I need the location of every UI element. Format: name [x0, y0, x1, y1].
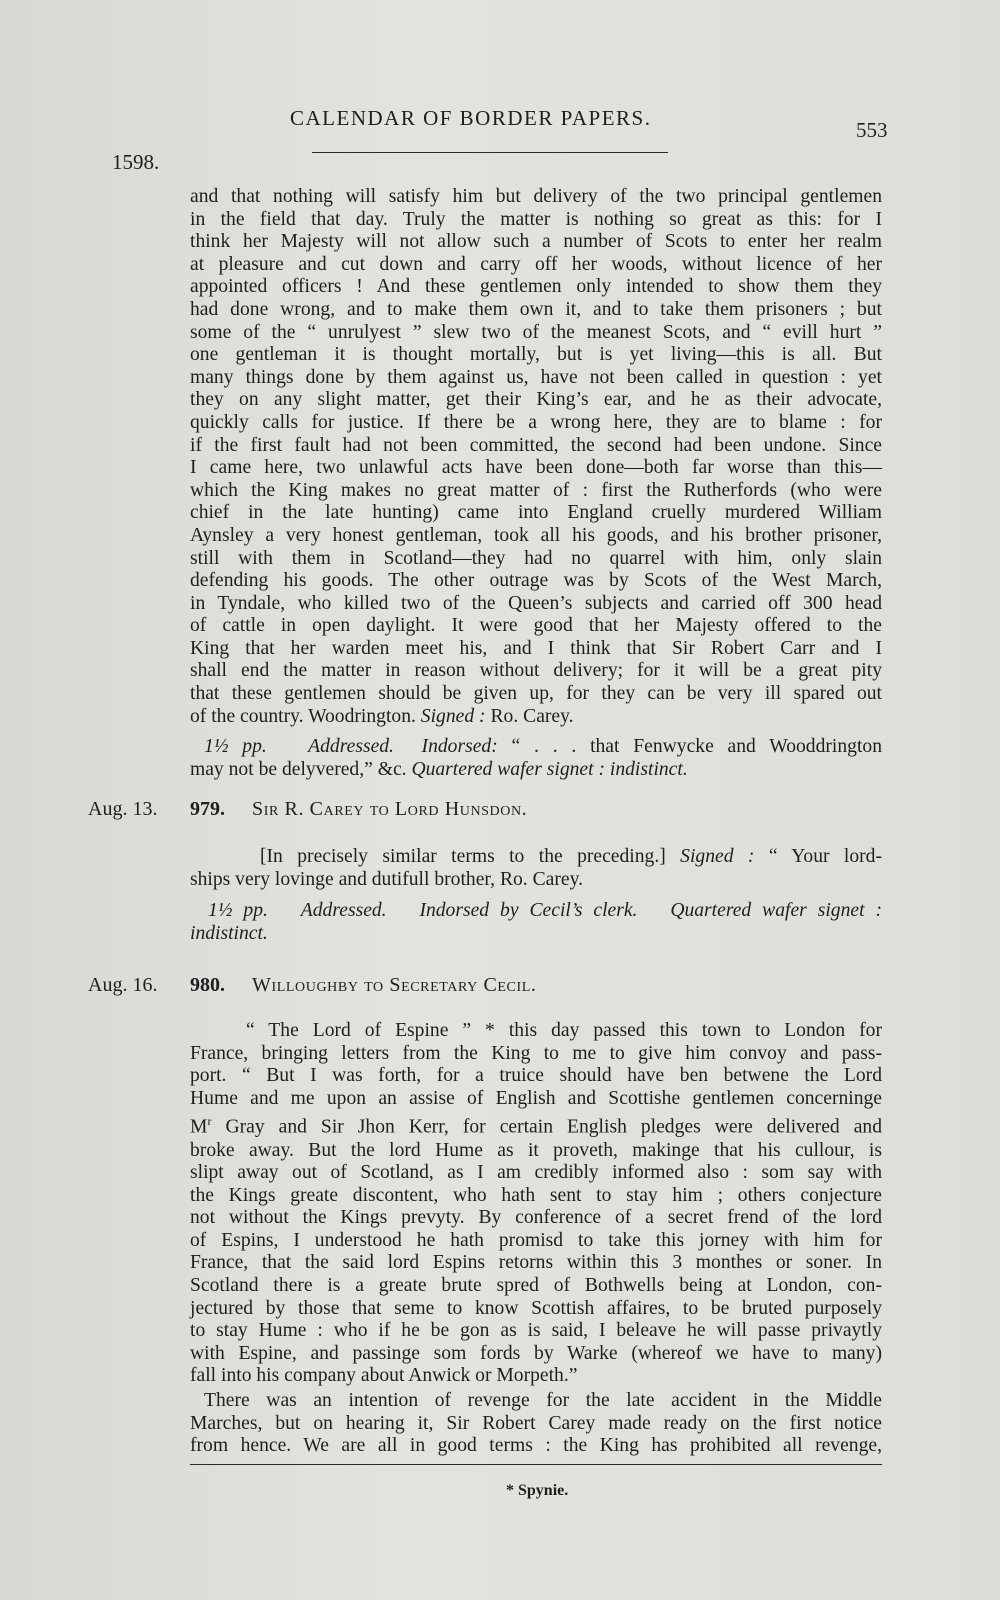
note-line: indistinct. — [190, 922, 268, 944]
text-line: from hence. We are all in good terms : the King has prohibited all revenge, — [190, 1435, 882, 1457]
text-line: had done wrong, and to make them own it, and to take them prisoners ; but — [190, 298, 882, 320]
continuation-paragraph — [190, 186, 882, 728]
text-line: There was an intention of revenge for the late accident in the Middle — [204, 1390, 882, 1411]
text-fragment: M — [190, 1116, 208, 1138]
note-line — [190, 759, 882, 782]
text-line: fall into his company about Anwick or Morpeth.” — [190, 1365, 578, 1387]
text-line: and that nothing will satisfy him but delivery of the two principal gentlemen — [190, 186, 882, 207]
text-line: shall end the matter in reason without delivery; for it will be a great pity — [190, 660, 882, 682]
text-line: Marches, but on hearing it, Sir Robert Carey made ready on the first notice — [190, 1412, 882, 1434]
signed-label: Signed : — [420, 705, 486, 727]
text-line — [190, 1110, 882, 1139]
indorsement-quote: “ . . . that Fenwycke and Wooddrington — [497, 736, 882, 757]
text-line: King that her warden meet his, and I think that Sir Robert Carr and I — [190, 637, 882, 659]
signed-label: Signed : — [680, 846, 755, 867]
running-head — [0, 106, 1000, 146]
running-title: CALENDAR OF BORDER PAPERS. — [290, 106, 652, 130]
text-line: in the field that day. Truly the matter is nothing so great as this: for I — [190, 208, 882, 230]
text-line: the Kings greate discontent, who hath sent to stay him ; others conjecture — [190, 1184, 882, 1206]
entry-number: 979. — [190, 798, 225, 820]
indorsed-note: Indorsed by Cecil’s clerk. — [419, 900, 638, 921]
text-line: at pleasure and cut down and carry off her woods, without licence of her — [190, 253, 882, 275]
text-line: port. “ But I was forth, for a truice should have ben betwene the Lord — [190, 1065, 882, 1087]
indorsed-label: Indorsed: — [421, 736, 498, 757]
text-line: of cattle in open daylight. It were good that her Majesty offered to the — [190, 615, 882, 637]
text-line: Scotland there is a greate brute spred of Bothwells being at London, con- — [190, 1275, 882, 1297]
indorsement-quote-cont: may not be delyvered,” &c. — [190, 758, 412, 780]
entry-heading-980 — [88, 974, 888, 1002]
header-rule — [312, 152, 668, 153]
text-line: jectured by those that seme to know Scottish affaires, to be bruted purposely — [190, 1297, 882, 1319]
text-line: of Espins, I understood he hath promisd to take this jorney with him for — [190, 1229, 882, 1251]
text-line: with Espine, and passinge som fords by Warke (whereof we have to many) — [190, 1342, 882, 1364]
entry-979-body — [190, 846, 882, 891]
text-line: “ The Lord of Espine ” * this day passed this town to London for — [246, 1020, 882, 1041]
text-line: that these gentlemen should be given up, for they can be very ill spared out — [190, 683, 882, 705]
text-line: if the first fault had not been committed, the second had been undone. Since — [190, 434, 882, 456]
text-line: defending his goods. The other outrage was by Scots of the West March, — [190, 570, 882, 592]
text-line: which the King makes no great matter of : first the Rutherfords (who were — [190, 479, 882, 501]
page-count: 1½ pp. — [204, 736, 267, 757]
entry-979-note — [190, 900, 882, 945]
entry-980-paragraph-2 — [190, 1390, 882, 1458]
text-line: Aynsley a very honest gentleman, took all his goods, and his brother prisoner, — [190, 524, 882, 546]
footnote-rule — [190, 1464, 882, 1465]
entry-title: Sir R. Carey to Lord Hunsdon. — [252, 798, 528, 820]
entry-title: Willoughby to Secretary Cecil. — [252, 974, 537, 996]
entry-heading-979 — [88, 798, 888, 826]
footnote: * Spynie. — [506, 1482, 569, 1499]
text-line: France, that the said lord Espins retorns within this 3 monthes or soner. In — [190, 1252, 882, 1274]
text-line-signed — [190, 706, 882, 729]
document-note — [190, 736, 882, 781]
note-line — [190, 900, 882, 923]
text-line: broke away. But the lord Hume as it proveth, makinge that his cullour, is — [190, 1139, 882, 1161]
addressed-note: Addressed. — [308, 736, 394, 757]
text-line: to stay Hume : who if he be gon as is said, I beleave he will passe privaytly — [190, 1320, 882, 1342]
text-line: I came here, two unlawful acts have been done—both far worse than this— — [190, 457, 882, 479]
text-fragment: “ Your lord- — [754, 846, 883, 867]
text-line: some of the “ unrulyest ” slew two of the meanest Scots, and “ evill hurt ” — [190, 321, 882, 343]
entry-980-letter — [190, 1020, 882, 1388]
page-number: 553 — [856, 118, 888, 142]
text-line: one gentleman it is thought mortally, but is yet living—this is all. But — [190, 344, 882, 366]
entry-date: Aug. 13. — [88, 798, 158, 820]
text-fragment: [In precisely similar terms to the preceding.] — [260, 846, 681, 867]
text-line: ships very lovinge and dutifull brother, Ro. Carey. — [190, 868, 584, 890]
text-line: Hume and me upon an assise of English and Scottishe gentlemen concerninge — [190, 1087, 882, 1109]
superscript: r — [207, 1114, 212, 1129]
signatory: Ro. Carey. — [485, 705, 574, 727]
wafer-note: Quartered wafer signet : — [670, 900, 883, 921]
text-fragment: Gray and Sir Jhon Kerr, for certain English pledges were delivered and — [225, 1116, 882, 1138]
entry-date: Aug. 16. — [88, 974, 158, 996]
text-line: slipt away out of Scotland, as I am credibly informed also : som say with — [190, 1162, 882, 1184]
text-line: chief in the late hunting) came into England cruelly murdered William — [190, 502, 882, 524]
year-label: 1598. — [112, 150, 160, 174]
entry-number: 980. — [190, 974, 225, 996]
text-line: France, bringing letters from the King to me to give him convoy and pass- — [190, 1042, 882, 1064]
addressed-note: Addressed. — [300, 900, 387, 921]
page-count: 1½ pp. — [208, 900, 268, 921]
text-line: they on any slight matter, get their King’s ear, and he as their advocate, — [190, 389, 882, 411]
text-line: quickly calls for justice. If there be a wrong here, they are to blame : for — [190, 411, 882, 433]
wafer-note: Quartered wafer signet : indistinct. — [411, 758, 688, 780]
note-line — [190, 736, 882, 759]
text-line: think her Majesty will not allow such a number of Scots to enter her realm — [190, 231, 882, 253]
text-line: still with them in Scotland—they had no quarrel with him, only slain — [190, 547, 882, 569]
text-fragment: of the country. Woodrington. — [190, 705, 421, 727]
text-line: in Tyndale, who killed two of the Queen’s subjects and carried off 300 head — [190, 592, 882, 614]
text-line: not without the Kings prevyty. By conference of a secret frend of the lord — [190, 1207, 882, 1229]
text-line — [190, 846, 882, 869]
text-line: appointed officers ! And these gentlemen only intended to show them they — [190, 276, 882, 298]
text-line: many things done by them against us, have not been called in question : yet — [190, 366, 882, 388]
